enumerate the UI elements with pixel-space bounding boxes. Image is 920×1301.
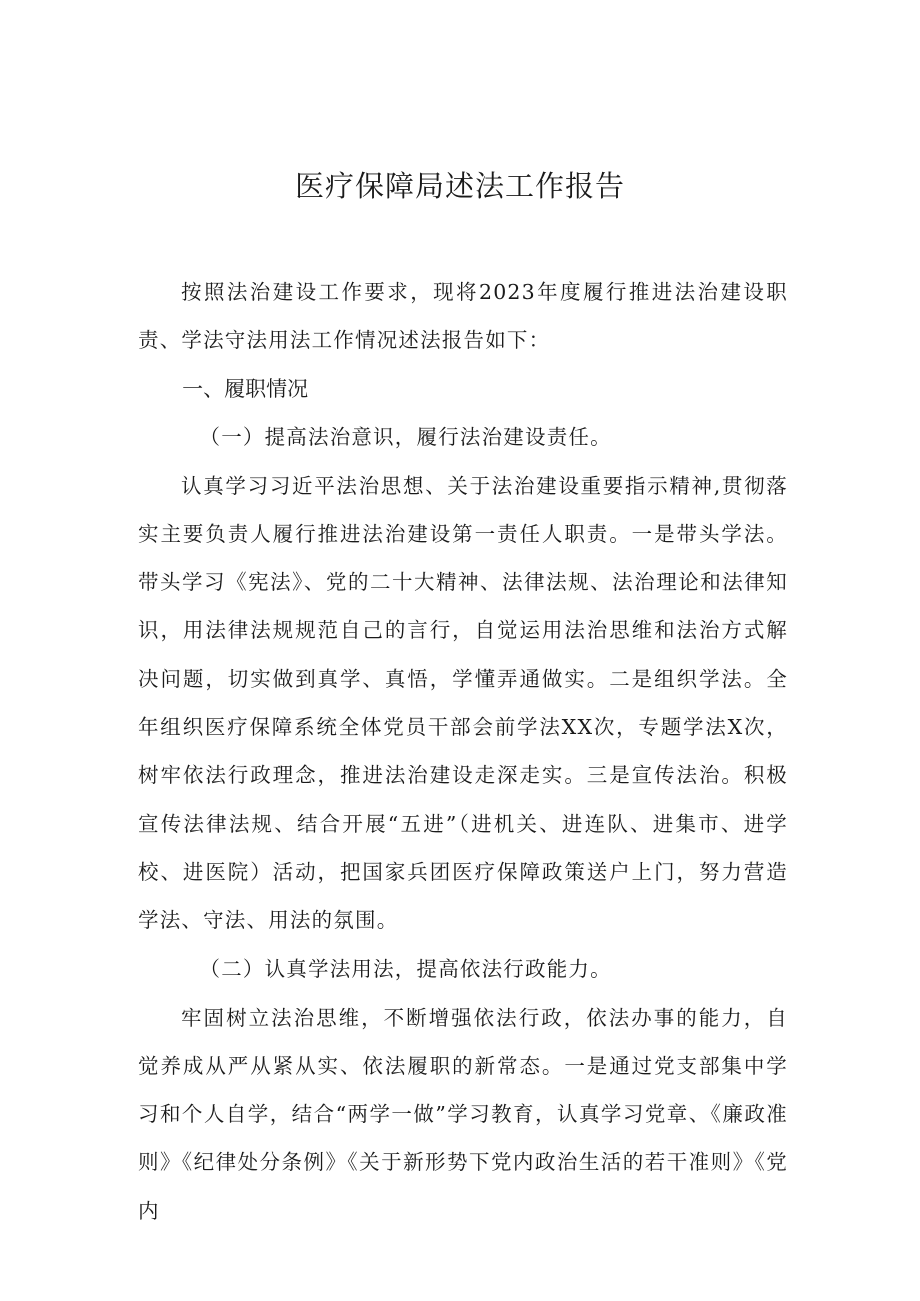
document-body bbox=[138, 268, 788, 1235]
section-heading-performance: 一、履职情况 bbox=[182, 376, 309, 401]
subsection-1-paragraph: 认真学习习近平法治思想、关于法治建设重要指示精神,贯彻落实主要负责人履行推进法治建设第一责任人职责。一是带头学法。带头学习《宪法》、党的二十大精神、法律法规、法治理论和法律知识，用法律法规规范自己的言行，自觉运用法治思维和法治方式解决问题，切实做到真学、真悟，学懂弄通做实。二是组织学法。全年组织医疗保障系统全体党员干部会前学法XX次，专题学法X次，树牢依法行政理念，推进法治建设走深走实。三是宣传法治。积极宣传法律法规、结合开展“五进”（进机关、进连队、进集市、进学校、进医院）活动，把国家兵团医疗保障政策送户上门，努力营造学法、守法、用法的氛围。 bbox=[138, 473, 788, 933]
subsection-heading-1: （一）提高法治意识，履行法治建设责任。 bbox=[199, 424, 612, 449]
subsection-heading-2: （二）认真学法用法，提高依法行政能力。 bbox=[199, 956, 612, 981]
intro-paragraph: 按照法治建设工作要求，现将2023年度履行推进法治建设职责、学法守法用法工作情况述法报告如下： bbox=[138, 280, 788, 353]
document-title: 医疗保障局述法工作报告 bbox=[294, 169, 625, 203]
subsection-2-paragraph: 牢固树立法治思维，不断增强依法行政，依法办事的能力，自觉养成从严从紧从实、依法履职的新常态。一是通过党支部集中学习和个人自学，结合“两学一做”学习教育，认真学习党章、《廉政准则》《纪律处分条例》《关于新形势下党内政治生活的若干准则》《党内 bbox=[138, 1005, 788, 1223]
